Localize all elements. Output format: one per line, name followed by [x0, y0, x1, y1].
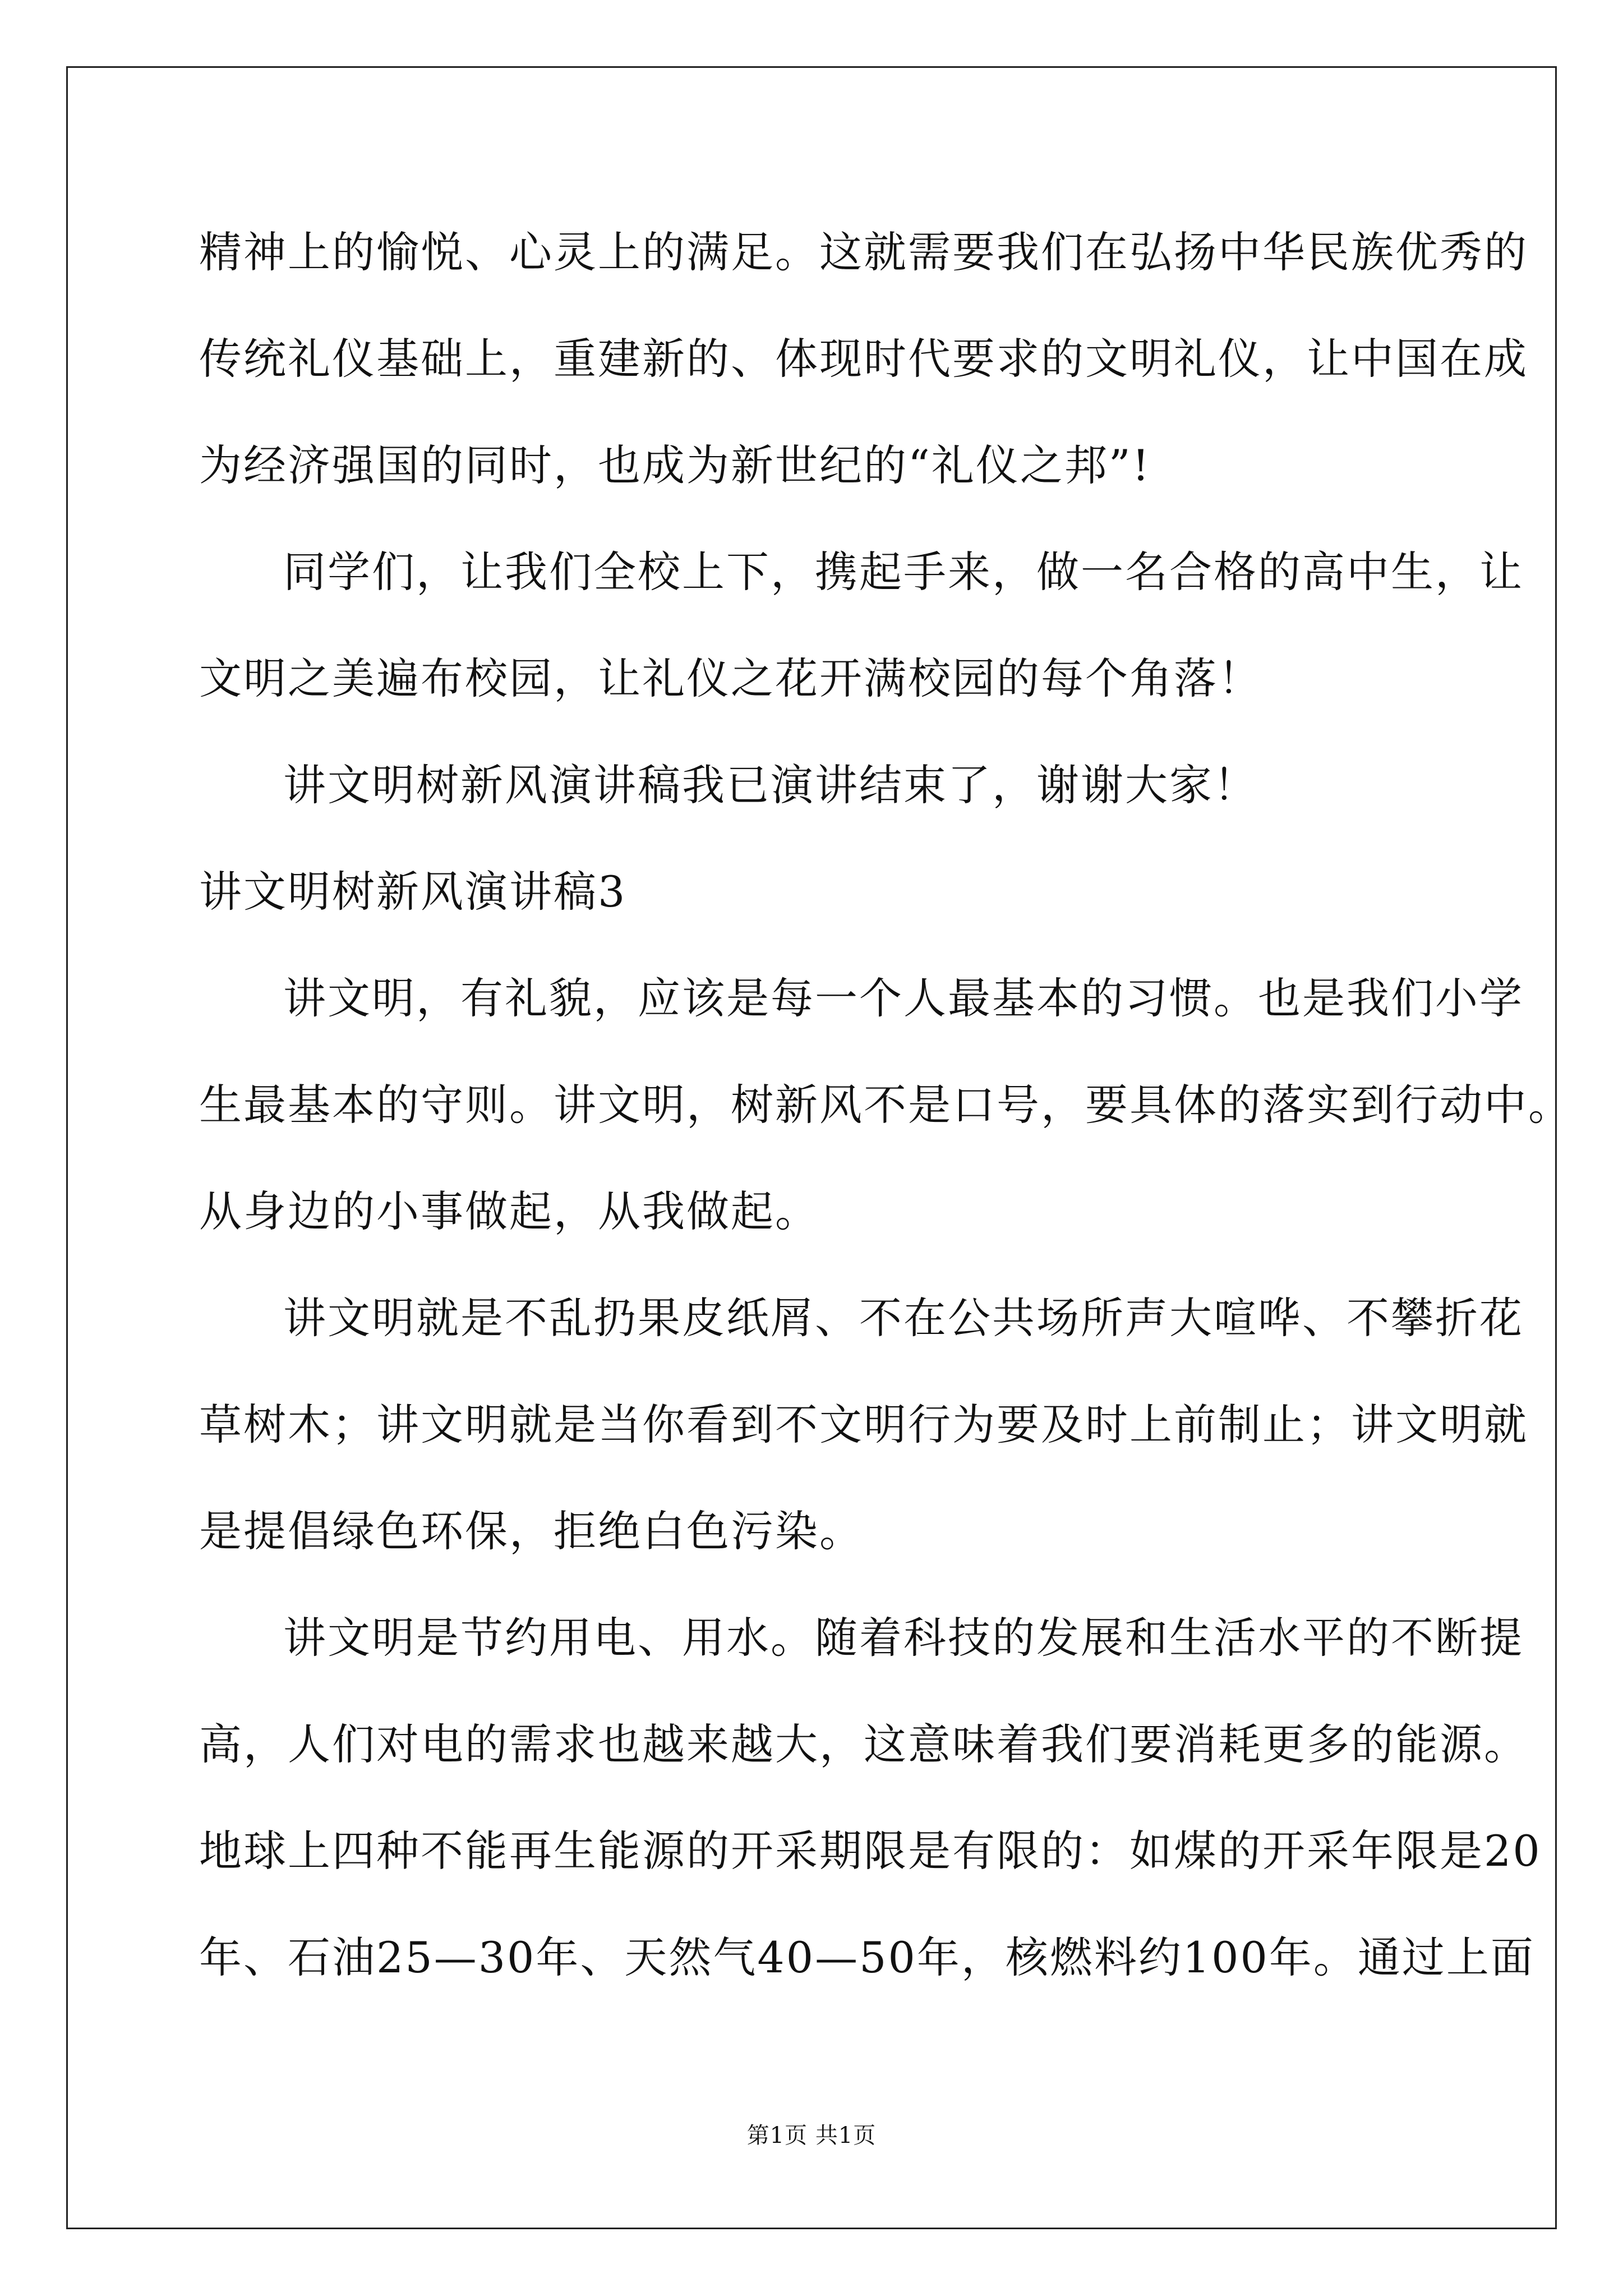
paragraph-line: 草树木；讲文明就是当你看到不文明行为要及时上前制止；讲文明就 [199, 1400, 1528, 1450]
paragraph-line: 讲文明是节约用电、用水。随着科技的发展和生活水平的不断提 [283, 1613, 1524, 1663]
paragraph-line: 高，人们对电的需求也越来越大，这意味着我们要消耗更多的能源。 [199, 1719, 1528, 1769]
paragraph-line: 同学们，让我们全校上下，携起手来，做一名合格的高中生，让 [283, 547, 1524, 597]
section-heading: 讲文明树新风演讲稿3 [199, 867, 627, 917]
paragraph-line: 年、石油25—30年、天然气40—50年，核燃料约100年。通过上面 [199, 1932, 1535, 1982]
paragraph-line: 文明之美遍布校园，让礼仪之花开满校园的每个角落！ [199, 654, 1262, 703]
paragraph-line: 生最基本的守则。讲文明，树新风不是口号，要具体的落实到行动中。 [199, 1080, 1573, 1130]
paragraph-line: 地球上四种不能再生能源的开采期限是有限的：如煤的开采年限是20 [199, 1826, 1542, 1876]
paragraph-line: 是提倡绿色环保，拒绝白色污染。 [199, 1506, 864, 1556]
paragraph-line: 讲文明，有礼貌，应该是每一个人最基本的习惯。也是我们小学 [283, 973, 1524, 1023]
paragraph-line: 从身边的小事做起，从我做起。 [199, 1186, 819, 1236]
paragraph-line: 精神上的愉悦、心灵上的满足。这就需要我们在弘扬中华民族优秀的 [199, 227, 1528, 277]
page-number: 第1页 共1页 [746, 2123, 877, 2148]
paragraph-line: 讲文明就是不乱扔果皮纸屑、不在公共场所声大喧哗、不攀折花 [283, 1293, 1524, 1343]
paragraph-line: 为经济强国的同时，也成为新世纪的“礼仪之邦”! [199, 440, 1151, 490]
paragraph-line: 讲文明树新风演讲稿我已演讲结束了，谢谢大家！ [283, 760, 1258, 810]
page-border [66, 66, 1557, 2229]
paragraph-line: 传统礼仪基础上，重建新的、体现时代要求的文明礼仪，让中国在成 [199, 334, 1528, 384]
